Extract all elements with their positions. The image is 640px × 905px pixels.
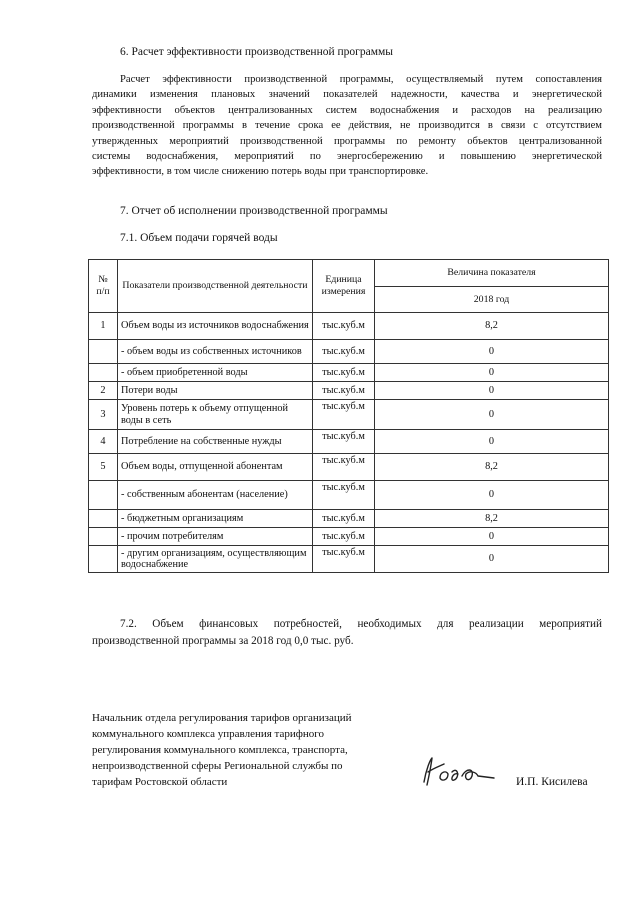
paragraph-line: утвержденных мероприятий производственной программы по ремонту объектов централизованной	[92, 135, 602, 147]
row-unit: тыс.куб.м	[313, 510, 375, 528]
table-row	[89, 382, 609, 400]
signature-position-line: тарифам Ростовской области	[92, 776, 228, 788]
row-indicator: Уровень потерь к объему отпущенной воды в сеть	[118, 400, 313, 430]
header-unit: Единица измерения	[313, 260, 375, 313]
section-6-heading: 6. Расчет эффективности производственной программы	[120, 46, 394, 58]
section-7-heading: 7. Отчет об исполнении производственной программы	[120, 205, 388, 217]
header-num	[89, 260, 118, 313]
row-num	[89, 481, 118, 510]
table-row	[89, 430, 609, 454]
paragraph-line: Расчет эффективности производственной программы, осуществляемый путем сопоставления	[120, 74, 602, 85]
row-indicator: Объем воды из источников водоснабжения	[118, 313, 313, 340]
signature-position-line: Начальник отдела регулирования тарифов организаций	[92, 712, 352, 724]
row-value: 0	[375, 481, 609, 510]
row-unit: тыс.куб.м	[313, 400, 375, 430]
water-supply-table	[88, 259, 609, 573]
table-row	[89, 510, 609, 528]
row-indicator: - другим организациям, осуществляющим водоснабжение	[118, 546, 313, 573]
row-indicator: Потребление на собственные нужды	[118, 430, 313, 454]
row-value: 0	[375, 430, 609, 454]
row-num	[89, 340, 118, 364]
paragraph-line: динамики изменения плановых значений показателей надежности, качества и энергетической	[92, 89, 602, 101]
section-7-2	[92, 616, 602, 650]
section-7-2-line: производственной программы за 2018 год 0,0 тыс. руб.	[92, 635, 354, 647]
row-indicator: Объем воды, отпущенной абонентам	[118, 454, 313, 481]
header-value: Величина показателя	[375, 260, 609, 287]
row-unit: тыс.куб.м	[313, 546, 375, 573]
row-value: 0	[375, 364, 609, 382]
row-num: 3	[89, 400, 118, 430]
row-num: 5	[89, 454, 118, 481]
paragraph-line: производственной программы в течение срока ее действия, не производится в связи с отсутствием	[92, 120, 602, 132]
row-num: 4	[89, 430, 118, 454]
row-num: 2	[89, 382, 118, 400]
row-unit: тыс.куб.м	[313, 430, 375, 454]
table-row	[89, 454, 609, 481]
row-value: 8,2	[375, 313, 609, 340]
table-row	[89, 400, 609, 430]
row-unit: тыс.куб.м	[313, 340, 375, 364]
table-row	[89, 546, 609, 573]
row-indicator: - объем приобретенной воды	[118, 364, 313, 382]
section-7-1-heading: 7.1. Объем подачи горячей воды	[120, 232, 278, 244]
header-year: 2018 год	[375, 287, 609, 313]
row-indicator: - прочим потребителям	[118, 528, 313, 546]
row-value: 0	[375, 340, 609, 364]
row-indicator: - объем воды из собственных источников	[118, 340, 313, 364]
row-value: 0	[375, 528, 609, 546]
row-num	[89, 364, 118, 382]
row-unit: тыс.куб.м	[313, 382, 375, 400]
table-row	[89, 340, 609, 364]
signer-name: И.П. Кисилева	[516, 776, 588, 788]
table-row	[89, 313, 609, 340]
section-7-2-line: 7.2. Объем финансовых потребностей, необходимых для реализации мероприятий	[120, 618, 602, 630]
signature-position-line: непроизводственной сферы Региональной службы по	[92, 760, 343, 772]
signature-position-line: коммунального комплекса управления тарифного	[92, 728, 324, 740]
paragraph-line: системы водоснабжения, мероприятий по энергосбережению и повышению энергетической	[92, 151, 602, 163]
row-indicator: - собственным абонентам (население)	[118, 481, 313, 510]
row-indicator: - бюджетным организациям	[118, 510, 313, 528]
row-indicator: Потери воды	[118, 382, 313, 400]
signature-position-line: регулирования коммунального комплекса, транспорта,	[92, 744, 348, 756]
row-value: 0	[375, 382, 609, 400]
signature-block	[92, 710, 352, 790]
row-unit: тыс.куб.м	[313, 481, 375, 510]
row-unit: тыс.куб.м	[313, 454, 375, 481]
row-num: 1	[89, 313, 118, 340]
header-indicator: Показатели производственной деятельности	[118, 260, 313, 313]
row-num	[89, 546, 118, 573]
row-value: 0	[375, 546, 609, 573]
table-row	[89, 528, 609, 546]
header-num-line2: п/п	[96, 286, 110, 297]
row-unit: тыс.куб.м	[313, 528, 375, 546]
row-num	[89, 510, 118, 528]
paragraph-line: эффективности объектов централизованных систем водоснабжения и расходов на реализацию	[92, 104, 602, 116]
row-unit: тыс.куб.м	[313, 364, 375, 382]
table-row	[89, 481, 609, 510]
row-value: 8,2	[375, 454, 609, 481]
header-num-line1: №	[98, 274, 108, 285]
row-value: 8,2	[375, 510, 609, 528]
row-unit: тыс.куб.м	[313, 313, 375, 340]
row-num	[89, 528, 118, 546]
table-row	[89, 364, 609, 382]
row-value: 0	[375, 400, 609, 430]
section-6-paragraph	[92, 72, 602, 180]
paragraph-line: эффективности, в том числе снижению потерь воды при транспортировке.	[92, 166, 429, 178]
handwritten-signature-icon	[418, 752, 498, 794]
